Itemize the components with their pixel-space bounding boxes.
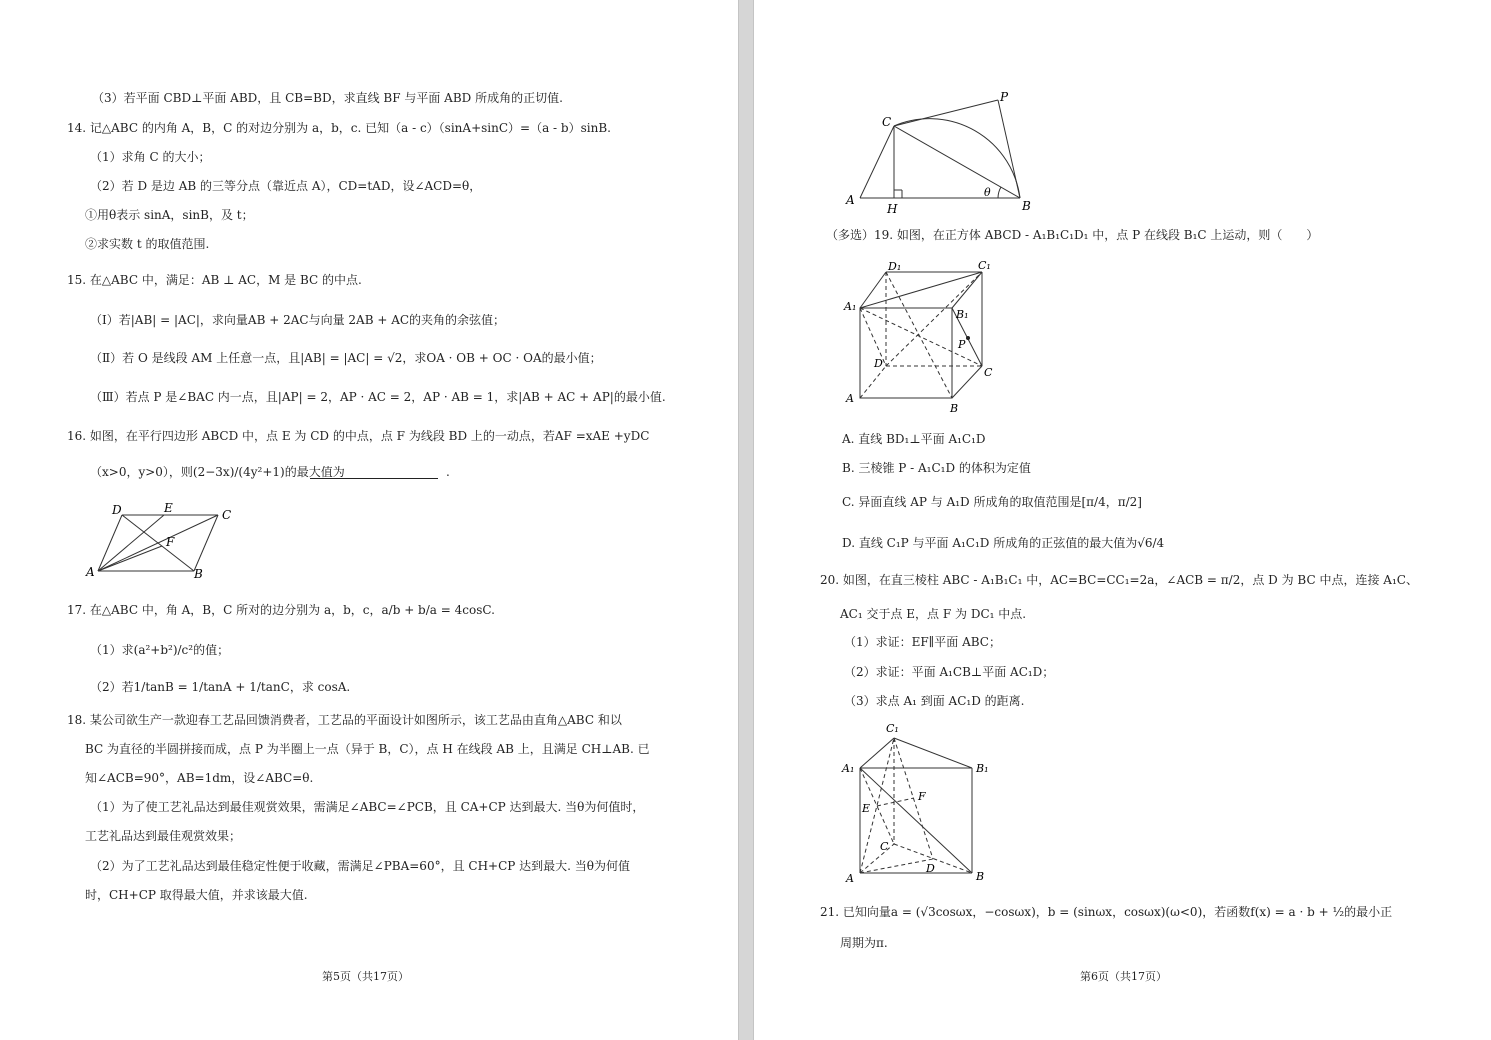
q19-option-d: D. 直线 C₁P 与平面 A₁C₁D 所成角的正弦值的最大值为√6/4 — [842, 536, 1165, 550]
fig19-label-c1: C₁ — [978, 259, 991, 272]
q18-stem-line3: 知∠ACB=90°，AB=1dm，设∠ABC=θ. — [85, 771, 314, 785]
fig20-label-f: F — [918, 790, 926, 803]
q17-part1: （1）求(a²+b²)/c²的值； — [90, 643, 230, 657]
fig16-label-e: E — [164, 501, 173, 515]
fig16-label-c: C — [222, 508, 232, 522]
fig18-label-theta: θ — [984, 186, 991, 199]
fig20-label-b: B — [976, 870, 985, 883]
page-footer-left: 第5页（共17页） — [322, 970, 409, 983]
q19-option-b: B. 三棱锥 P - A₁C₁D 的体积为定值 — [842, 461, 1031, 475]
fig20-label-a: A — [846, 872, 854, 885]
fig19-label-c: C — [984, 366, 993, 379]
q19-stem: （多选）19. 如图，在正方体 ABCD - A₁B₁C₁D₁ 中，点 P 在线段 B₁C 上运动，则（ ） — [826, 228, 1319, 242]
answer-blank — [310, 478, 438, 479]
q20-part3: （3）求点 A₁ 到面 AC₁D 的距离. — [844, 694, 1025, 708]
fig18-label-h: H — [887, 202, 898, 216]
page-footer-right: 第6页（共17页） — [1080, 970, 1167, 983]
q14-stem: 14. 记△ABC 的内角 A，B，C 的对边分别为 a，b，c. 已知（a - c）（sinA+sinC）=（a - b）sinB. — [67, 121, 611, 135]
right-page — [754, 0, 1491, 1040]
fig16-label-f: F — [166, 535, 175, 549]
q14-part2: （2）若 D 是边 AB 的三等分点（靠近点 A），CD=tAD，设∠ACD=θ， — [90, 179, 482, 193]
fig19-label-b1: B₁ — [956, 308, 969, 321]
fig20-label-c: C — [880, 840, 889, 853]
fig20-label-e: E — [862, 802, 871, 815]
q15-part2: （Ⅱ）若 O 是线段 AM 上任意一点，且|AB| = |AC| = √2，求OA · OB + OC · OA的最小值； — [90, 351, 602, 365]
fig16-label-b: B — [194, 567, 203, 581]
fig19-label-d1: D₁ — [888, 260, 902, 273]
prism-figure — [838, 716, 998, 886]
left-page — [0, 0, 738, 1040]
fig19-label-a: A — [846, 392, 854, 405]
fig18-label-b: B — [1022, 199, 1031, 213]
semicircle-triangle-figure — [840, 84, 1050, 220]
fig18-label-a: A — [846, 193, 855, 207]
fig19-label-a1: A₁ — [844, 300, 857, 313]
q18-stem-line1: 18. 某公司欲生产一款迎春工艺品回馈消费者，工艺品的平面设计如图所示，该工艺品由直角△ABC 和以 — [67, 713, 622, 727]
fig20-label-d: D — [926, 862, 935, 875]
fig19-label-b: B — [950, 402, 959, 415]
q15-part1: （Ⅰ）若|AB| = |AC|，求向量AB + 2AC与向量 2AB + AC的夹角的余弦值； — [90, 313, 506, 327]
q20-part1: （1）求证：EF∥平面 ABC； — [844, 635, 1001, 649]
q16-period: . — [446, 465, 450, 479]
q14-part2-sub2: ②求实数 t 的取值范围. — [85, 237, 210, 251]
fig20-label-b1: B₁ — [976, 762, 989, 775]
q15-stem: 15. 在△ABC 中，满足：AB ⊥ AC，M 是 BC 的中点. — [67, 273, 362, 287]
q16-stem: 16. 如图，在平行四边形 ABCD 中，点 E 为 CD 的中点，点 F 为线段 BD 上的一动点，若AF =xAE +yDC — [67, 429, 650, 443]
q19-option-c: C. 异面直线 AP 与 A₁D 所成角的取值范围是[π/4，π/2] — [842, 495, 1142, 509]
q16-expression: （x>0，y>0），则(2−3x)/(4y²+1)的最大值为 — [90, 465, 345, 479]
q14-part2-sub1: ①用θ表示 sinA，sinB，及 t； — [85, 208, 254, 222]
q14-part1: （1）求角 C 的大小； — [90, 150, 211, 164]
q18-part2-line1: （2）为了工艺礼品达到最佳稳定性便于收藏，需满足∠PBA=60°，且 CH+CP 达到最大. 当θ为何值 — [90, 859, 631, 873]
q13-part3: （3）若平面 CBD⊥平面 ABD，且 CB=BD，求直线 BF 与平面 ABD 所成角的正切值. — [92, 91, 563, 105]
page-divider — [738, 0, 754, 1040]
q20-part2: （2）求证：平面 A₁CB⊥平面 AC₁D； — [844, 665, 1055, 679]
q19-option-a: A. 直线 BD₁⊥平面 A₁C₁D — [842, 432, 986, 446]
cube-figure — [840, 256, 1000, 418]
fig16-label-a: A — [86, 565, 95, 579]
q18-part2-line2: 时，CH+CP 取得最大值，并求该最大值. — [85, 888, 308, 902]
q21-stem-line1: 21. 已知向量a = (√3cosωx，−cosωx)，b = (sinωx，cosωx)(ω<0)，若函数f(x) = a · b + ½的最小正 — [820, 905, 1393, 919]
q18-stem-line2: BC 为直径的半圆拼接而成，点 P 为半圈上一点（异于 B，C），点 H 在线段 AB 上，且满足 CH⊥AB. 已 — [85, 742, 650, 756]
parallelogram-figure — [84, 500, 244, 582]
fig20-label-c1: C₁ — [886, 722, 899, 735]
fig20-label-a1: A₁ — [842, 762, 855, 775]
fig18-label-c: C — [882, 115, 892, 129]
fig19-label-p: P — [958, 338, 966, 351]
q15-part3: （Ⅲ）若点 P 是∠BAC 内一点，且|AP| = 2，AP · AC = 2，AP · AB = 1，求|AB + AC + AP|的最小值. — [90, 390, 666, 404]
q17-stem: 17. 在△ABC 中，角 A，B，C 所对的边分别为 a，b，c，a/b + b/a = 4cosC. — [67, 603, 495, 617]
q21-stem-line2: 周期为π. — [840, 936, 888, 950]
q18-part1-line1: （1）为了使工艺礼品达到最佳观赏效果，需满足∠ABC=∠PCB，且 CA+CP 达到最大. 当θ为何值时， — [90, 800, 645, 814]
q18-part1-line2: 工艺礼品达到最佳观赏效果； — [85, 829, 242, 843]
q20-stem-line1: 20. 如图，在直三棱柱 ABC - A₁B₁C₁ 中，AC=BC=CC₁=2a，∠ACB = π/2，点 D 为 BC 中点，连接 A₁C、 — [820, 573, 1418, 587]
q17-part2: （2）若1/tanB = 1/tanA + 1/tanC，求 cosA. — [90, 680, 351, 694]
fig18-label-p: P — [1000, 90, 1009, 104]
q20-stem-line2: AC₁ 交于点 E，点 F 为 DC₁ 中点. — [840, 607, 1027, 621]
fig16-label-d: D — [112, 503, 122, 517]
fig19-label-d: D — [874, 357, 883, 370]
